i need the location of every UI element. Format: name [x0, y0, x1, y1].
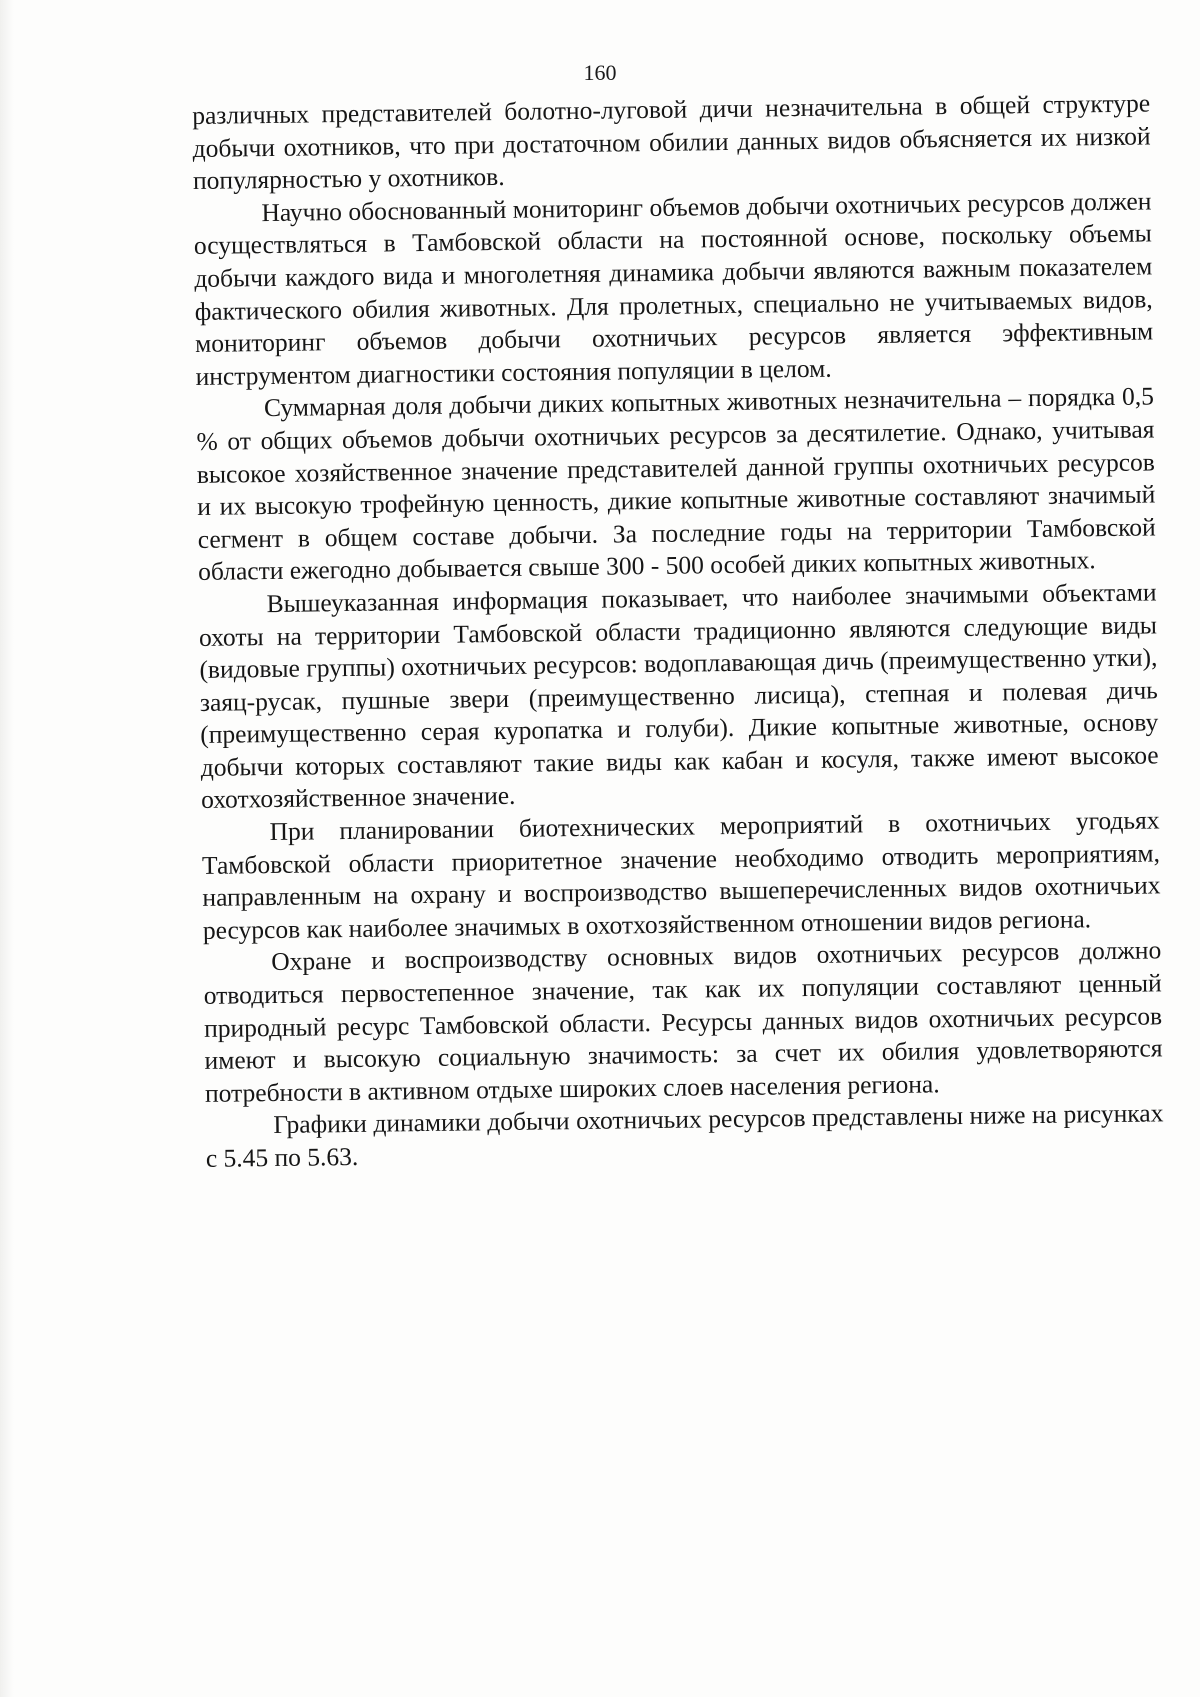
page-number: 160 [583, 60, 617, 85]
paragraph-protection: Охране и воспроизводству основных видов охотничьих ресурсов должно отводиться первостепенное значение, так как их популяции составляют ценный природный ресурс Тамбовской области. Ресурсы данных видов охотничьих ресурсов имеют и высокую социальную значимость: за счет их обилия удовлетворяются потребности в активном отдыхе широких слоев населения региона. [203, 935, 1163, 1108]
paragraph-monitoring: Научно обоснованный мониторинг объемов добычи охотничьих ресурсов должен осуществляться в Тамбовской области на постоянной основе, поскольку объемы добычи каждого вида и многолетняя динамика добычи являются важным показателем фактического обилия животных. Для пролетных, специально не учитываемых видов, мониторинг объемов добычи охотничьих ресурсов является эффективным инструментом диагностики состояния популяции в целом. [193, 186, 1154, 391]
paragraph-significant-species: Вышеуказанная информация показывает, что наиболее значимыми объектами охоты на территории Тамбовской области традиционно являются следующие виды (видовые группы) охотничьих ресурсов: водоплавающая дичь (преимущественно утки), заяц-русак, пушные звери (преимущественно лисица), степная и полевая дичь (преимущественно серая куропатка и голуби). Дикие копытные животные, основу добычи которых составляют такие виды как кабан и косуля, также имеют высокое охотхозяйственное значение. [198, 577, 1159, 815]
scan-edge [0, 0, 14, 1697]
paragraph-biotechnical: При планировании биотехнических мероприятий в охотничьих угодьях Тамбовской области приоритетное значение необходимо отводить мероприятиям, направленным на охрану и воспроизводство вышеперечисленных видов охотничьих ресурсов как наиболее значимых в охотхозяйственном отношении видов региона. [201, 805, 1161, 945]
paragraph-continuation: различных представителей болотно-луговой дичи незначительна в общей структуре добычи охотников, что при достаточном обилии данных видов объясняется их низкой популярностью у охотников. [192, 88, 1151, 196]
body-text [192, 87, 1164, 1175]
paragraph-ungulates: Суммарная доля добычи диких копытных животных незначительна – порядка 0,5 % от общих объемов добычи охотничьих ресурсов за десятилетие. Однако, учитывая высокое хозяйственное значение представителей данной группы охотничьих ресурсов и их высокую трофейную ценность, дикие копытные животные составляют значимый сегмент в общем составе добычи. За последние годы на территории Тамбовской области ежегодно добывается свыше 300 - 500 особей диких копытных животных. [196, 381, 1156, 587]
paragraph-figures-reference: Графики динамики добычи охотничьих ресурсов представлены ниже на рисунках с 5.45 по 5.63. [205, 1098, 1164, 1173]
